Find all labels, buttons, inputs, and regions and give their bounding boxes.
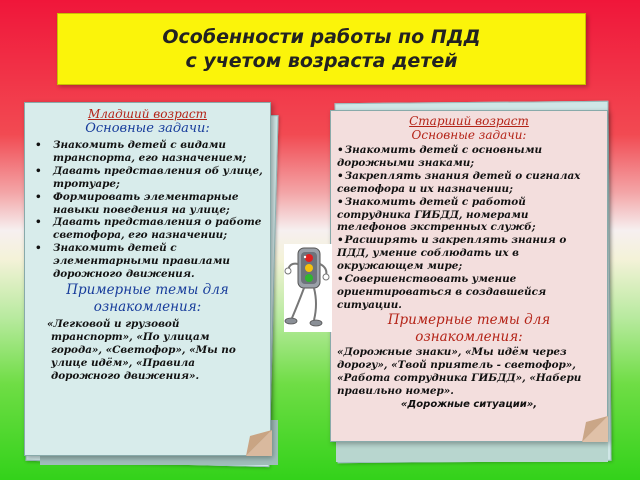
right-shadow-strip bbox=[336, 440, 608, 462]
right-heading: Старший возраст bbox=[409, 114, 529, 128]
right-panel bbox=[330, 110, 608, 442]
right-task-list bbox=[337, 144, 601, 312]
left-fold-corner bbox=[246, 430, 272, 456]
list-item: • Знакомить детей с работой сотрудника ГИБДД, номерами телефонов экстренных служб; bbox=[337, 196, 601, 235]
right-topics-text: «Дорожные знаки», «Мы идём через дорогу», «Твой приятель - светофор», «Работа сотрудника ГИБДД», «Набери правильно номер». bbox=[337, 345, 582, 397]
list-item: • Совершенствовать умение ориентироваться в создавшейся ситуации. bbox=[337, 273, 601, 312]
left-topics-heading-2: ознакомления: bbox=[93, 298, 202, 315]
left-task-list bbox=[31, 139, 264, 281]
right-topics-extra: «Дорожные ситуации», bbox=[400, 399, 538, 411]
title-box bbox=[57, 13, 586, 85]
right-fold-corner bbox=[582, 416, 608, 442]
title-line-1: Особенности работы по ПДД bbox=[162, 26, 481, 48]
right-tasks-heading: Основные задачи: bbox=[411, 128, 527, 142]
left-topics-heading-1: Примерные темы для bbox=[66, 281, 229, 298]
left-topics-text: «Легковой и грузовой транспорт», «По улицам города», «Светофор», «Мы по улице идём», «Правила дорожного движения». bbox=[47, 317, 236, 382]
list-item: • Закреплять знания детей о сигналах светофора и их назначении; bbox=[337, 170, 601, 196]
list-item: • Давать представления об улице, тротуаре; bbox=[51, 165, 264, 191]
right-topics-heading-2: ознакомления: bbox=[415, 328, 523, 345]
list-item: • Расширять и закреплять знания о ПДД, умение соблюдать их в окружающем мире; bbox=[337, 234, 601, 273]
title-line-2: с учетом возраста детей bbox=[185, 50, 458, 72]
list-item: • Знакомить детей с видами транспорта, его назначением; bbox=[51, 139, 264, 165]
right-topics-heading-1: Примерные темы для bbox=[387, 311, 551, 328]
traffic-light-character-icon bbox=[284, 244, 332, 332]
left-heading: Младший возраст bbox=[87, 107, 207, 121]
left-tasks-heading: Основные задачи: bbox=[85, 121, 210, 136]
list-item: • Знакомить детей с основными дорожными знаками; bbox=[337, 144, 601, 170]
left-panel bbox=[24, 102, 271, 456]
list-item: • Формировать элементарные навыки поведения на улице; bbox=[51, 191, 264, 217]
list-item: • Знакомить детей с элементарными правилами дорожного движения. bbox=[51, 242, 264, 281]
list-item: • Давать представления о работе светофора, его назначении; bbox=[51, 216, 264, 242]
